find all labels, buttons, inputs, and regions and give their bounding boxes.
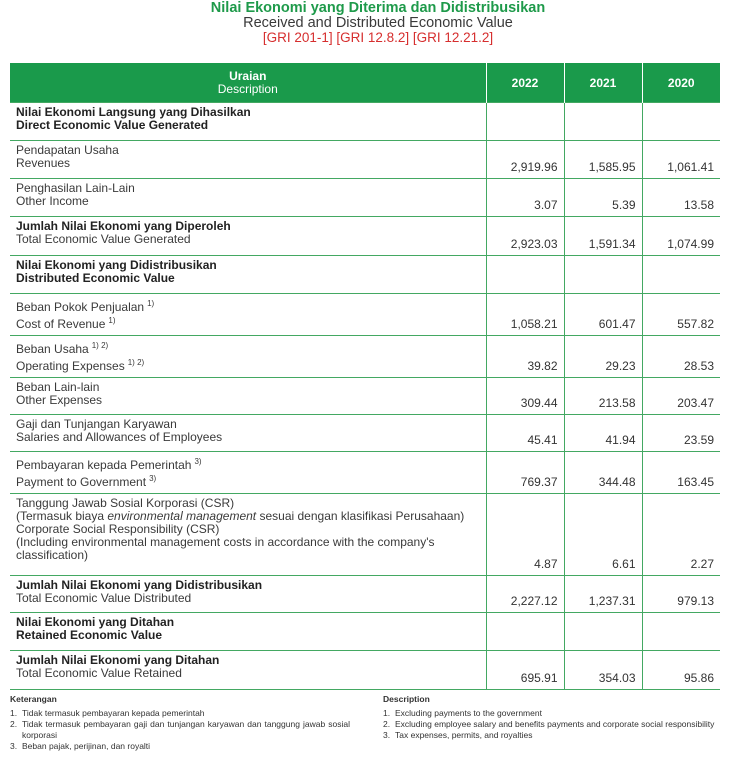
- value-2021: [564, 256, 642, 294]
- value-2020: 203.47: [642, 378, 720, 415]
- value-2022: 695.91: [486, 651, 564, 690]
- value-2022: 39.82: [486, 336, 564, 378]
- label-text: Total Economic Value Retained: [16, 666, 182, 680]
- value-2020: 95.86: [642, 651, 720, 690]
- row-label: [10, 576, 486, 613]
- label-english: [16, 233, 480, 246]
- label-indonesian: [16, 297, 480, 314]
- row-label: [10, 494, 486, 576]
- label-text: Distributed Economic Value: [16, 271, 175, 285]
- label-english: [16, 472, 480, 489]
- value-2021: 344.48: [564, 452, 642, 494]
- label-english: [16, 314, 480, 331]
- note-text: Excluding employee salary and benefits payments and corporate social responsibility: [395, 719, 715, 729]
- value-2022: [486, 103, 564, 141]
- label-text: Retained Economic Value: [16, 628, 163, 642]
- label-english: [16, 356, 480, 373]
- value-2022: 2,923.03: [486, 217, 564, 256]
- value-2021: 41.94: [564, 415, 642, 452]
- header-year-2022: 2022: [486, 63, 564, 103]
- header-uraian: [10, 63, 486, 103]
- table-row: [10, 179, 720, 217]
- label-text: Operating Expenses: [16, 359, 125, 373]
- label-text: Direct Economic Value Generated: [16, 118, 209, 132]
- label-text: Pembayaran kepada Pemerintah: [16, 458, 192, 472]
- footnote-marker: 3): [194, 457, 202, 466]
- row-label: [10, 415, 486, 452]
- table-row: [10, 651, 720, 690]
- notes-heading: Keterangan: [10, 694, 57, 704]
- value-2020: 1,061.41: [642, 141, 720, 179]
- value-2021: 1,237.31: [564, 576, 642, 613]
- table-body: [10, 103, 720, 690]
- economic-value-table: [10, 63, 720, 690]
- value-2022: 2,227.12: [486, 576, 564, 613]
- notes-heading: Description: [383, 694, 430, 704]
- note-item: [10, 708, 350, 719]
- value-2022: 769.37: [486, 452, 564, 494]
- label-text: Cost of Revenue: [16, 317, 106, 331]
- label-text: environmental management: [107, 509, 257, 523]
- note-text: Excluding payments to the government: [395, 708, 542, 718]
- note-item: [10, 741, 350, 752]
- value-2020: 557.82: [642, 294, 720, 336]
- label-english: [16, 272, 480, 285]
- label-text: Salaries and Allowances of Employees: [16, 430, 223, 444]
- value-2021: 601.47: [564, 294, 642, 336]
- label-text: Nilai Ekonomi yang Didistribusikan: [16, 258, 217, 272]
- label-english: [16, 592, 480, 605]
- header-uraian-label: Uraian: [229, 68, 267, 83]
- value-2020: 1,074.99: [642, 217, 720, 256]
- label-text: Penghasilan Lain-Lain: [16, 181, 135, 195]
- value-2022: [486, 613, 564, 651]
- row-label: [10, 103, 486, 141]
- note-text: Tidak termasuk pembayaran kepada pemerintah: [22, 708, 205, 718]
- note-text: Beban pajak, perijinan, dan royalti: [22, 741, 151, 751]
- note-text: Tax expenses, permits, and royalties: [395, 730, 533, 740]
- label-text: Jumlah Nilai Ekonomi yang Didistribusikan: [16, 578, 263, 592]
- note-number: 3.: [383, 730, 391, 740]
- note-item: [383, 730, 721, 741]
- note-number: 2.: [383, 719, 391, 729]
- label-english: [16, 667, 480, 680]
- value-2020: 2.27: [642, 494, 720, 576]
- table-row: [10, 103, 720, 141]
- notes-indonesian: [10, 694, 350, 752]
- footnote-marker: 1) 2): [91, 341, 109, 350]
- label-text: Corporate Social Responsibility (CSR): [16, 522, 220, 536]
- label-text: Other Expenses: [16, 393, 103, 407]
- table-row: [10, 452, 720, 494]
- label-english: [16, 536, 480, 562]
- footnote-marker: 1): [108, 316, 116, 325]
- table-row: [10, 141, 720, 179]
- value-2020: [642, 103, 720, 141]
- notes-list: [10, 708, 350, 752]
- value-2020: [642, 256, 720, 294]
- value-2020: 979.13: [642, 576, 720, 613]
- row-label: [10, 378, 486, 415]
- row-label: [10, 651, 486, 690]
- label-indonesian: [16, 339, 480, 356]
- label-text: Total Economic Value Generated: [16, 232, 191, 246]
- table-row: [10, 576, 720, 613]
- value-2022: 3.07: [486, 179, 564, 217]
- label-text: Gaji dan Tunjangan Karyawan: [16, 417, 177, 431]
- table-row: [10, 336, 720, 378]
- value-2021: 6.61: [564, 494, 642, 576]
- label-text: Tanggung Jawab Sosial Korporasi (CSR): [16, 496, 235, 510]
- header-description-label: Description: [217, 81, 278, 96]
- row-label: [10, 179, 486, 217]
- row-label: [10, 613, 486, 651]
- title-indonesian: Nilai Ekonomi yang Diterima dan Didistribusikan: [210, 0, 546, 16]
- value-2021: [564, 613, 642, 651]
- row-label: [10, 141, 486, 179]
- table-row: [10, 494, 720, 576]
- note-number: 2.: [10, 719, 18, 729]
- value-2021: 354.03: [564, 651, 642, 690]
- value-2021: 213.58: [564, 378, 642, 415]
- label-text: sesuai dengan klasifikasi Perusahaan): [256, 509, 465, 523]
- label-english: [16, 157, 480, 170]
- value-2021: 1,585.95: [564, 141, 642, 179]
- table-row: [10, 415, 720, 452]
- label-english: [16, 394, 480, 407]
- gri-reference: [GRI 201-1] [GRI 12.8.2] [GRI 12.21.2]: [262, 30, 494, 45]
- value-2020: 163.45: [642, 452, 720, 494]
- header-year-2021: 2021: [564, 63, 642, 103]
- label-text: Revenues: [16, 156, 71, 170]
- label-text: Payment to Government: [16, 475, 147, 489]
- label-text: Jumlah Nilai Ekonomi yang Diperoleh: [16, 219, 231, 233]
- table-row: [10, 256, 720, 294]
- note-item: [383, 719, 721, 730]
- row-label: [10, 217, 486, 256]
- label-text: (Including environmental management costs in accordance with the company's classification): [16, 535, 435, 562]
- row-label: [10, 336, 486, 378]
- value-2022: 2,919.96: [486, 141, 564, 179]
- table-row: [10, 294, 720, 336]
- label-english: [16, 629, 480, 642]
- value-2022: [486, 256, 564, 294]
- footnote-marker: 1) 2): [127, 358, 145, 367]
- label-text: Beban Usaha: [16, 342, 89, 356]
- label-text: Other Income: [16, 194, 89, 208]
- label-english: [16, 431, 480, 444]
- table-row: [10, 217, 720, 256]
- value-2020: 23.59: [642, 415, 720, 452]
- value-2022: 45.41: [486, 415, 564, 452]
- value-2022: 309.44: [486, 378, 564, 415]
- value-2022: 4.87: [486, 494, 564, 576]
- note-number: 1.: [383, 708, 391, 718]
- row-label: [10, 256, 486, 294]
- note-number: 1.: [10, 708, 18, 718]
- notes-list: [383, 708, 721, 741]
- notes-english: [383, 694, 721, 741]
- note-item: [10, 719, 350, 741]
- footnote-marker: 3): [149, 474, 157, 483]
- title-english: Received and Distributed Economic Value: [243, 15, 513, 31]
- value-2021: 5.39: [564, 179, 642, 217]
- table-row: [10, 378, 720, 415]
- label-indonesian: [16, 144, 480, 157]
- label-english: [16, 195, 480, 208]
- label-text: Beban Pokok Penjualan: [16, 300, 145, 314]
- label-text: Jumlah Nilai Ekonomi yang Ditahan: [16, 653, 220, 667]
- row-label: [10, 452, 486, 494]
- value-2022: 1,058.21: [486, 294, 564, 336]
- row-label: [10, 294, 486, 336]
- value-2020: 28.53: [642, 336, 720, 378]
- value-2021: 1,591.34: [564, 217, 642, 256]
- note-text: Tidak termasuk pembayaran gaji dan tunjangan karyawan dan tanggung jawab sosial korporasi: [22, 719, 350, 740]
- table-header-row: [10, 63, 720, 103]
- header-year-2020: 2020: [642, 63, 720, 103]
- note-number: 3.: [10, 741, 18, 751]
- label-text: Nilai Ekonomi Langsung yang Dihasilkan: [16, 105, 251, 119]
- value-2021: [564, 103, 642, 141]
- value-2021: 29.23: [564, 336, 642, 378]
- table-row: [10, 613, 720, 651]
- label-text: Beban Lain-lain: [16, 380, 100, 394]
- label-text: Pendapatan Usaha: [16, 143, 119, 157]
- label-text: (Termasuk biaya: [16, 509, 108, 523]
- footnote-marker: 1): [147, 299, 155, 308]
- label-text: Total Economic Value Distributed: [16, 591, 192, 605]
- note-item: [383, 708, 721, 719]
- label-text: Nilai Ekonomi yang Ditahan: [16, 615, 175, 629]
- label-indonesian: [16, 455, 480, 472]
- label-english: [16, 119, 480, 132]
- value-2020: 13.58: [642, 179, 720, 217]
- value-2020: [642, 613, 720, 651]
